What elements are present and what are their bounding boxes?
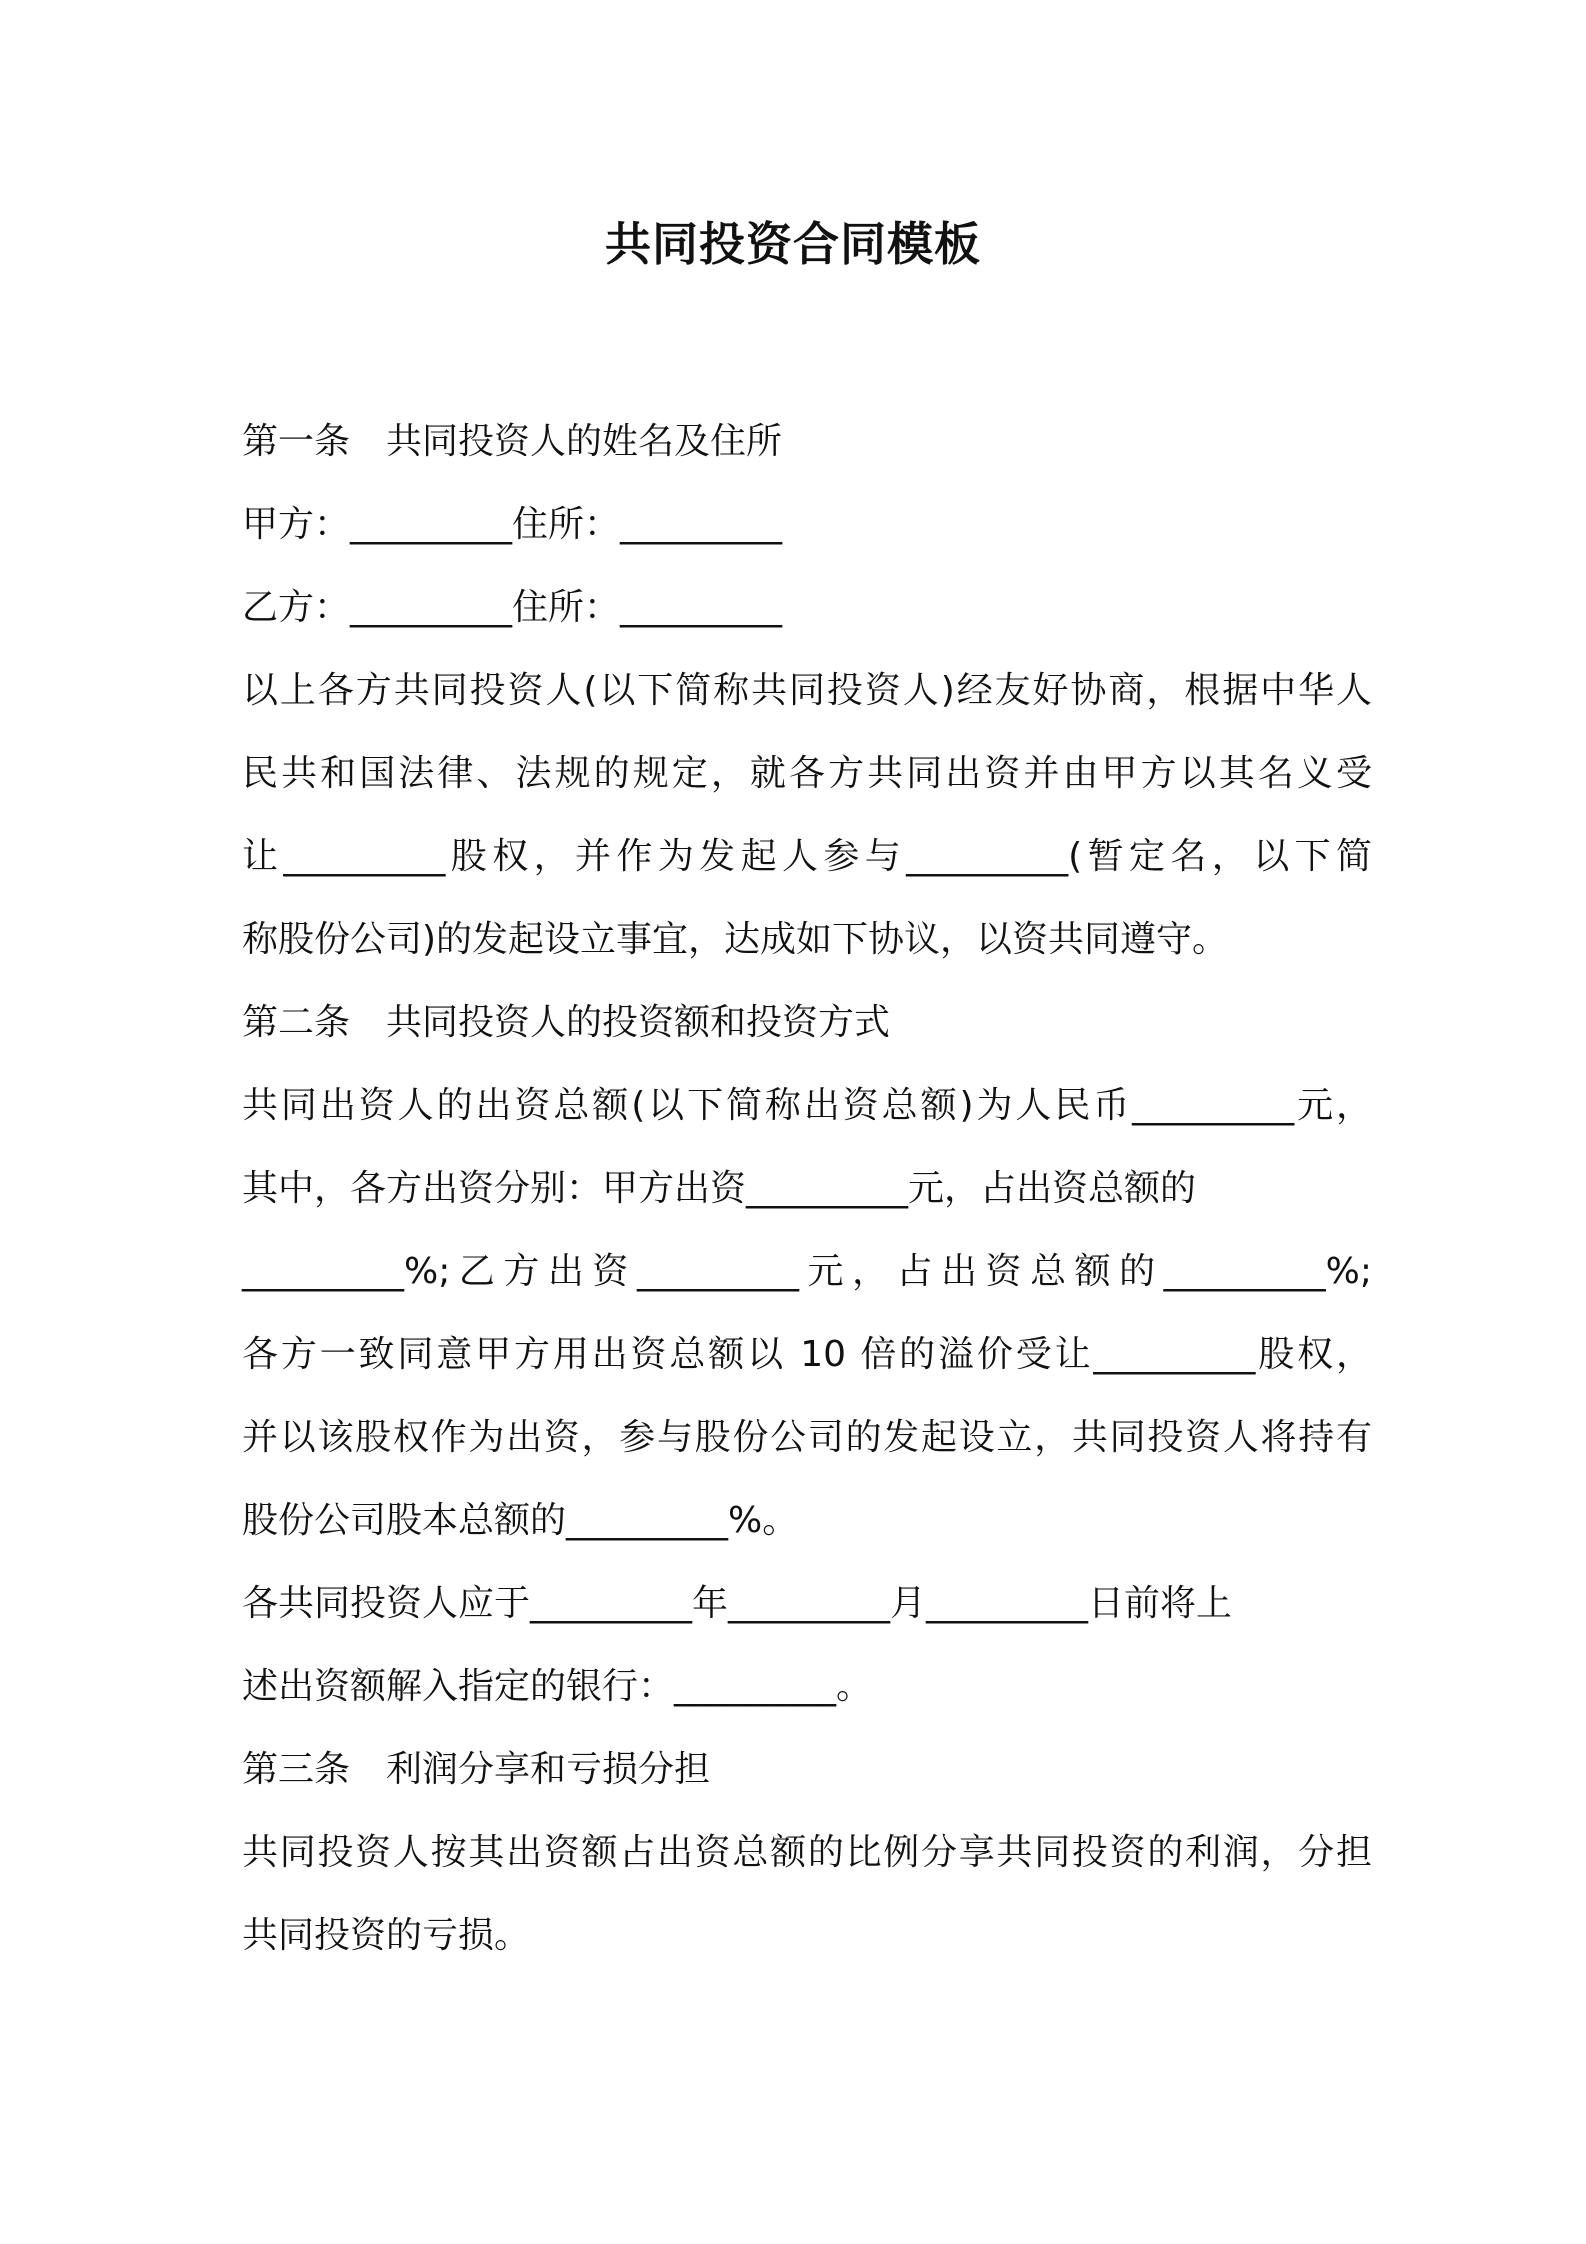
paragraph-line: _________%;乙方出资_________元，占出资总额的_________%;: [242, 1251, 1372, 1292]
document-title: 共同投资合同模板: [605, 217, 981, 271]
paragraph-line: 共同出资人的出资总额(以下简称出资总额)为人民币_________元，: [242, 1085, 1372, 1126]
article-1-heading: 第一条 共同投资人的姓名及住所: [242, 421, 783, 462]
paragraph-line: 共同投资人按其出资额占出资总额的比例分享共同投资的利润，分担: [242, 1832, 1372, 1873]
article-3-heading: 第三条 利润分享和亏损分担: [242, 1749, 711, 1790]
paragraph-line: 其中，各方出资分别：甲方出资_________元，占出资总额的: [242, 1168, 1197, 1209]
party-b-line: 乙方：_________住所：_________: [242, 587, 783, 628]
paragraph-line: 各共同投资人应于_________年_________月_________日前将上: [242, 1583, 1233, 1624]
paragraph-line: 民共和国法律、法规的规定，就各方共同出资并由甲方以其名义受: [242, 753, 1372, 794]
paragraph-line: 并以该股权作为出资，参与股份公司的发起设立，共同投资人将持有: [242, 1417, 1372, 1458]
paragraph-line: 以上各方共同投资人(以下简称共同投资人)经友好协商，根据中华人: [242, 670, 1372, 711]
paragraph-line: 称股份公司)的发起设立事宜，达成如下协议，以资共同遵守。: [242, 919, 1229, 960]
article-2-heading: 第二条 共同投资人的投资额和投资方式: [242, 1002, 891, 1043]
paragraph-line: 述出资额解入指定的银行：_________。: [242, 1666, 873, 1707]
party-a-line: 甲方：_________住所：_________: [242, 504, 783, 545]
paragraph-line: 各方一致同意甲方用出资总额以 10 倍的溢价受让_________股权，: [242, 1334, 1372, 1375]
paragraph-line: 让_________股权，并作为发起人参与_________(暂定名，以下简: [242, 836, 1372, 877]
paragraph-line: 共同投资的亏损。: [242, 1915, 531, 1956]
paragraph-line: 股份公司股本总额的_________%。: [242, 1500, 799, 1541]
